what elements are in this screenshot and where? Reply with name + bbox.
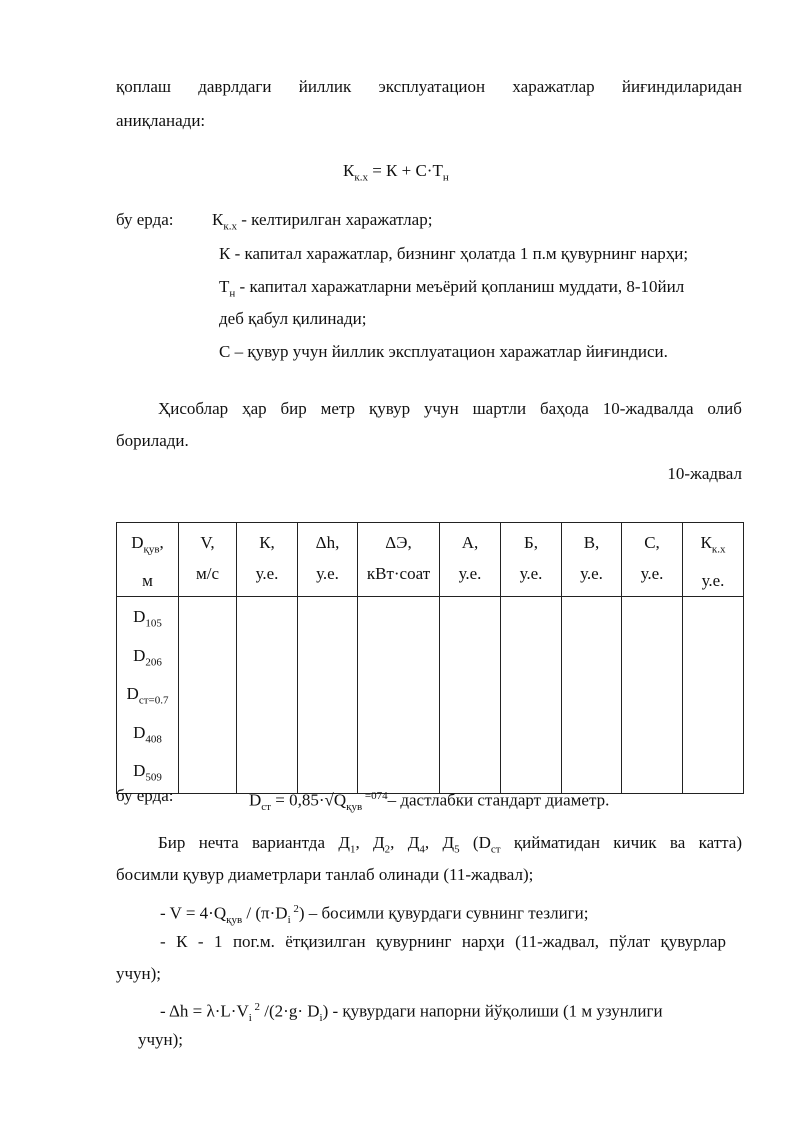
word: катта) <box>698 833 742 852</box>
table-header-cell: К, у.е. <box>237 523 298 597</box>
def-c: С – қувур учун йиллик эксплуатацион харажатлар йиғиндиси. <box>219 342 668 361</box>
word: Ҳисоблар <box>158 399 229 418</box>
table-cell <box>358 597 440 794</box>
word: метр <box>320 399 356 418</box>
word: ётқизилган <box>285 932 366 951</box>
diameter-item: $D_{105}$ <box>133 607 162 630</box>
table-header-row <box>117 523 744 597</box>
word: нечта <box>198 833 239 852</box>
word: шартли <box>472 399 527 418</box>
table-label: 10-жадвал <box>667 464 742 483</box>
table-row <box>117 597 744 794</box>
bullet-headloss: - $\Delta h = \lambda\cdot L\cdot V_i$ $^2$ $/(2\cdot g\cdot D_i)$ - қувурдаги напорни йўқолиши (1 м узунлиги <box>160 1001 663 1025</box>
word: 10-жадвалда <box>602 399 694 418</box>
para2-line-1 <box>158 832 742 860</box>
table-header-cell: Б, у.е. <box>501 523 562 597</box>
dst-label: бу ерда: <box>116 786 174 805</box>
formula: $К_{к.х} = К + С\cdot Т_н$ <box>343 161 449 184</box>
word: йиллик <box>298 77 352 96</box>
word: (11-жадвал, <box>515 932 599 951</box>
def-k: К - капитал харажатлар, бизнинг ҳолатда 1 п.м қувурнинг нарҳи; <box>219 244 689 263</box>
table-header-cell: С, у.е. <box>622 523 683 597</box>
table-cell <box>622 597 683 794</box>
defs-label: бу ерда: <box>116 210 174 229</box>
word: йиғиндиларидан <box>621 77 742 96</box>
word: қувурнинг <box>375 932 452 951</box>
word: даврлдаги <box>198 77 272 96</box>
table-cell <box>179 597 237 794</box>
table-header-cell: В, у.е. <box>562 523 622 597</box>
word: Бир <box>158 833 186 852</box>
diameter-item: $D_{408}$ <box>133 722 162 745</box>
diameter-item: $D_{ст=0.7}$ <box>126 684 169 707</box>
bullet-cost-line-1 <box>160 931 726 953</box>
word: $Д_1$, <box>338 833 360 856</box>
para1-line-1 <box>158 398 742 420</box>
bullet-headloss-line-2: учун); <box>138 1030 184 1049</box>
word: эксплуатацион <box>378 77 486 96</box>
diameter-item: $D_{509}$ <box>133 760 162 784</box>
word: учун <box>424 399 459 418</box>
table-cell <box>562 597 622 794</box>
word: ва <box>669 833 686 852</box>
word: харажатлар <box>512 77 595 96</box>
def-tn: $Т_н$ - капитал харажатларни меъёрий қопланиш муддати, 8-10йил <box>219 277 685 300</box>
word: ҳар <box>242 399 267 418</box>
word: бир <box>280 399 307 418</box>
word: қувур <box>368 399 411 418</box>
word: вариантда <box>252 833 325 852</box>
word: кичик <box>613 833 657 852</box>
table-header-cell: Δh, у.е. <box>298 523 358 597</box>
table-header-cell: $К_{к.х}$ у.е. <box>683 523 744 597</box>
word: олиб <box>707 399 742 418</box>
word: - <box>160 932 166 951</box>
word: 1 <box>214 932 223 951</box>
dst-formula: $D_{ст} = 0,85\cdot√Q_{қув}$ $^{=074}$– дастлабки стандарт диаметр. <box>249 790 610 814</box>
word: пог.м. <box>232 932 275 951</box>
table-cell <box>237 597 298 794</box>
diameter-item: $D_{206}$ <box>133 645 162 669</box>
word: ($D_{ст}$ <box>472 833 501 856</box>
table-header-cell: V, м/с <box>179 523 237 597</box>
word: қийматидан <box>513 833 600 852</box>
word: нарҳи <box>461 932 505 951</box>
word: $Д_4$, <box>407 833 430 856</box>
intro-line-1 <box>116 76 742 98</box>
table-header-cell: $D_{қув}$, м <box>117 523 179 597</box>
table-cell <box>298 597 358 794</box>
word: қоплаш <box>116 77 171 96</box>
table-cell <box>683 597 744 794</box>
word: - <box>197 932 204 951</box>
intro-line-2: аниқланади: <box>116 111 206 130</box>
diameter-cell <box>117 597 179 794</box>
word: $Д_2$, <box>373 833 395 856</box>
table-cell <box>440 597 501 794</box>
bullet-velocity: - $V = 4\cdot Q_{қув} / (\pi\cdot D_i$ $^2$) – босимли қувурдаги сувнинг тезлиги; <box>160 903 589 927</box>
table-header-cell: ΔЭ, кВт·соат <box>358 523 440 597</box>
table-cell <box>501 597 562 794</box>
table-header-cell: А, у.е. <box>440 523 501 597</box>
para2-line-2: босимли қувур диаметрлари танлаб олинади (11-жадвал); <box>116 865 534 884</box>
word: қувурлар <box>660 932 726 951</box>
def-tn-cont: деб қабул қилинади; <box>219 309 367 328</box>
word: К <box>176 932 188 951</box>
word: пўлат <box>609 932 651 951</box>
word: баҳода <box>539 399 589 418</box>
data-table <box>116 522 744 794</box>
bullet-cost-line-2: учун); <box>116 964 162 983</box>
para1-line-2: борилади. <box>116 431 189 450</box>
def-kkx: $К_{к.х}$ - келтирилган харажатлар; <box>212 210 433 233</box>
word: $Д_5$ <box>442 833 460 856</box>
